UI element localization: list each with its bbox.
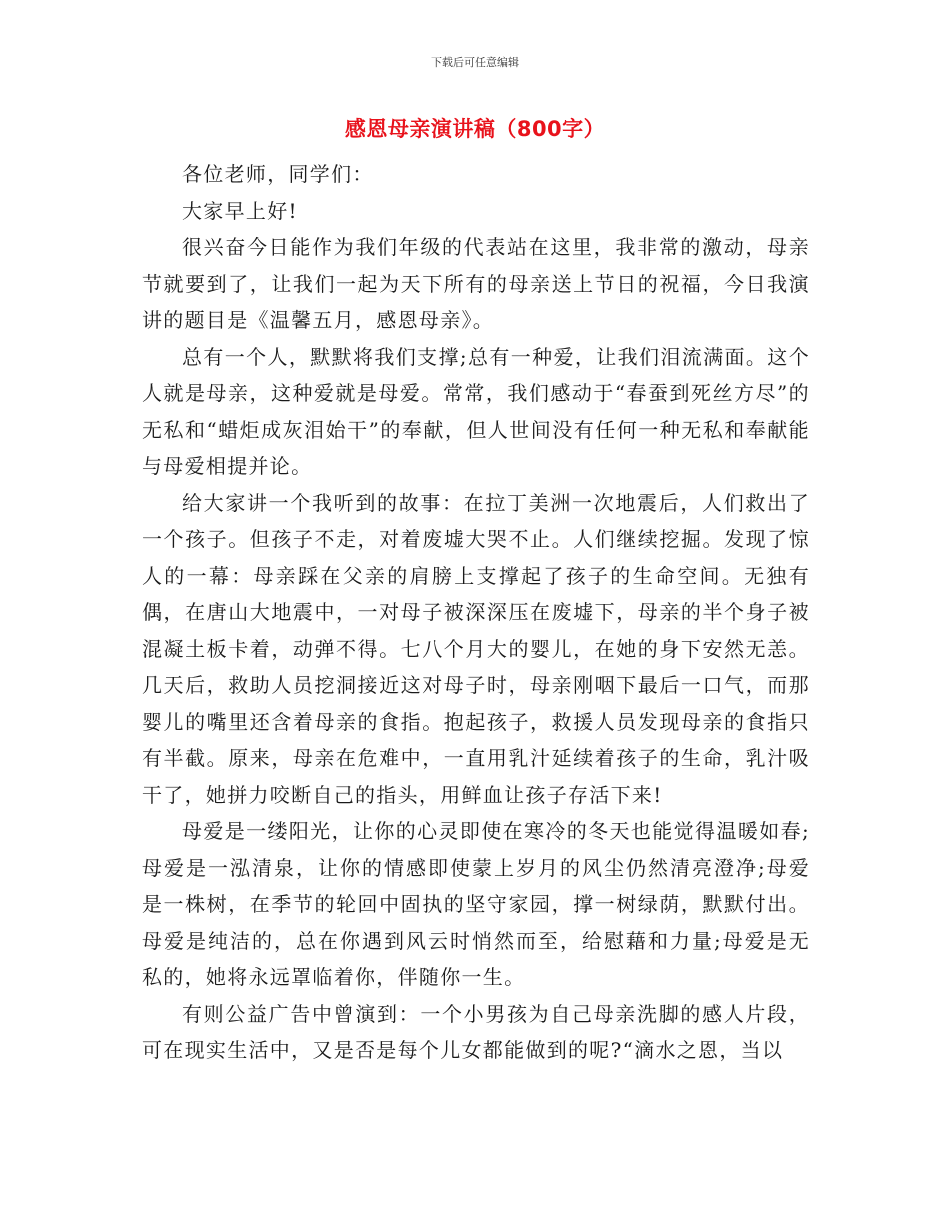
header-note: 下载后可任意编辑 — [431, 56, 519, 69]
paragraph-intro: 很兴奋今日能作为我们年级的代表站在这里，我非常的激动，母亲节就要到了，让我们一起为天下所有的母亲送上节日的祝福，今日我演讲的题目是《温馨五月，感恩母亲》。 — [142, 235, 810, 332]
document-title: 感恩母亲演讲稿（800字） — [344, 117, 606, 141]
document-body — [142, 156, 810, 1069]
paragraph-good-morning: 大家早上好! — [182, 198, 298, 223]
paragraph-metaphors: 母爱是一缕阳光，让你的心灵即使在寒冷的冬天也能觉得温暖如春;母爱是一泓清泉，让你的情感即使蒙上岁月的风尘仍然清亮澄净;母爱是一株树，在季节的轮回中固执的坚守家园，撑一树绿荫，默默付出。母爱是纯洁的，总在你遇到风云时悄然而至，给慰藉和力量;母爱是无私的，她将永远罩临着你，伴随你一生。 — [142, 819, 810, 989]
paragraph-ad: 有则公益广告中曾演到：一个小男孩为自己母亲洗脚的感人片段，可在现实生活中，又是否是每个儿女都能做到的呢?“滴水之恩，当以 — [142, 1001, 810, 1062]
paragraph-story: 给大家讲一个我听到的故事：在拉丁美洲一次地震后，人们救出了一个孩子。但孩子不走，对着废墟大哭不止。人们继续挖掘。发现了惊人的一幕：母亲踩在父亲的肩膀上支撑起了孩子的生命空间。无独有偶，在唐山大地震中，一对母子被深深压在废墟下，母亲的半个身子被混凝土板卡着，动弹不得。七八个月大的婴儿，在她的身下安然无恙。几天后，救助人员挖洞接近这对母子时，母亲刚咽下最后一口气，而那婴儿的嘴里还含着母亲的食指。抱起孩子，救援人员发现母亲的食指只有半截。原来，母亲在危难中，一直用乳汁延续着孩子的生命，乳汁吸干了，她拼力咬断自己的指头，用鲜血让孩子存活下来! — [142, 490, 810, 807]
paragraph-greeting: 各位老师，同学们： — [182, 162, 374, 186]
paragraph-mother-love: 总有一个人，默默将我们支撑;总有一种爱，让我们泪流满面。这个人就是母亲，这种爱就是母爱。常常，我们感动于“春蚕到死丝方尽”的 无私和“蜡炬成灰泪始干”的奉献，但人世间没有任何一种无私和奉献能与母爱相提并论。 — [142, 344, 810, 478]
